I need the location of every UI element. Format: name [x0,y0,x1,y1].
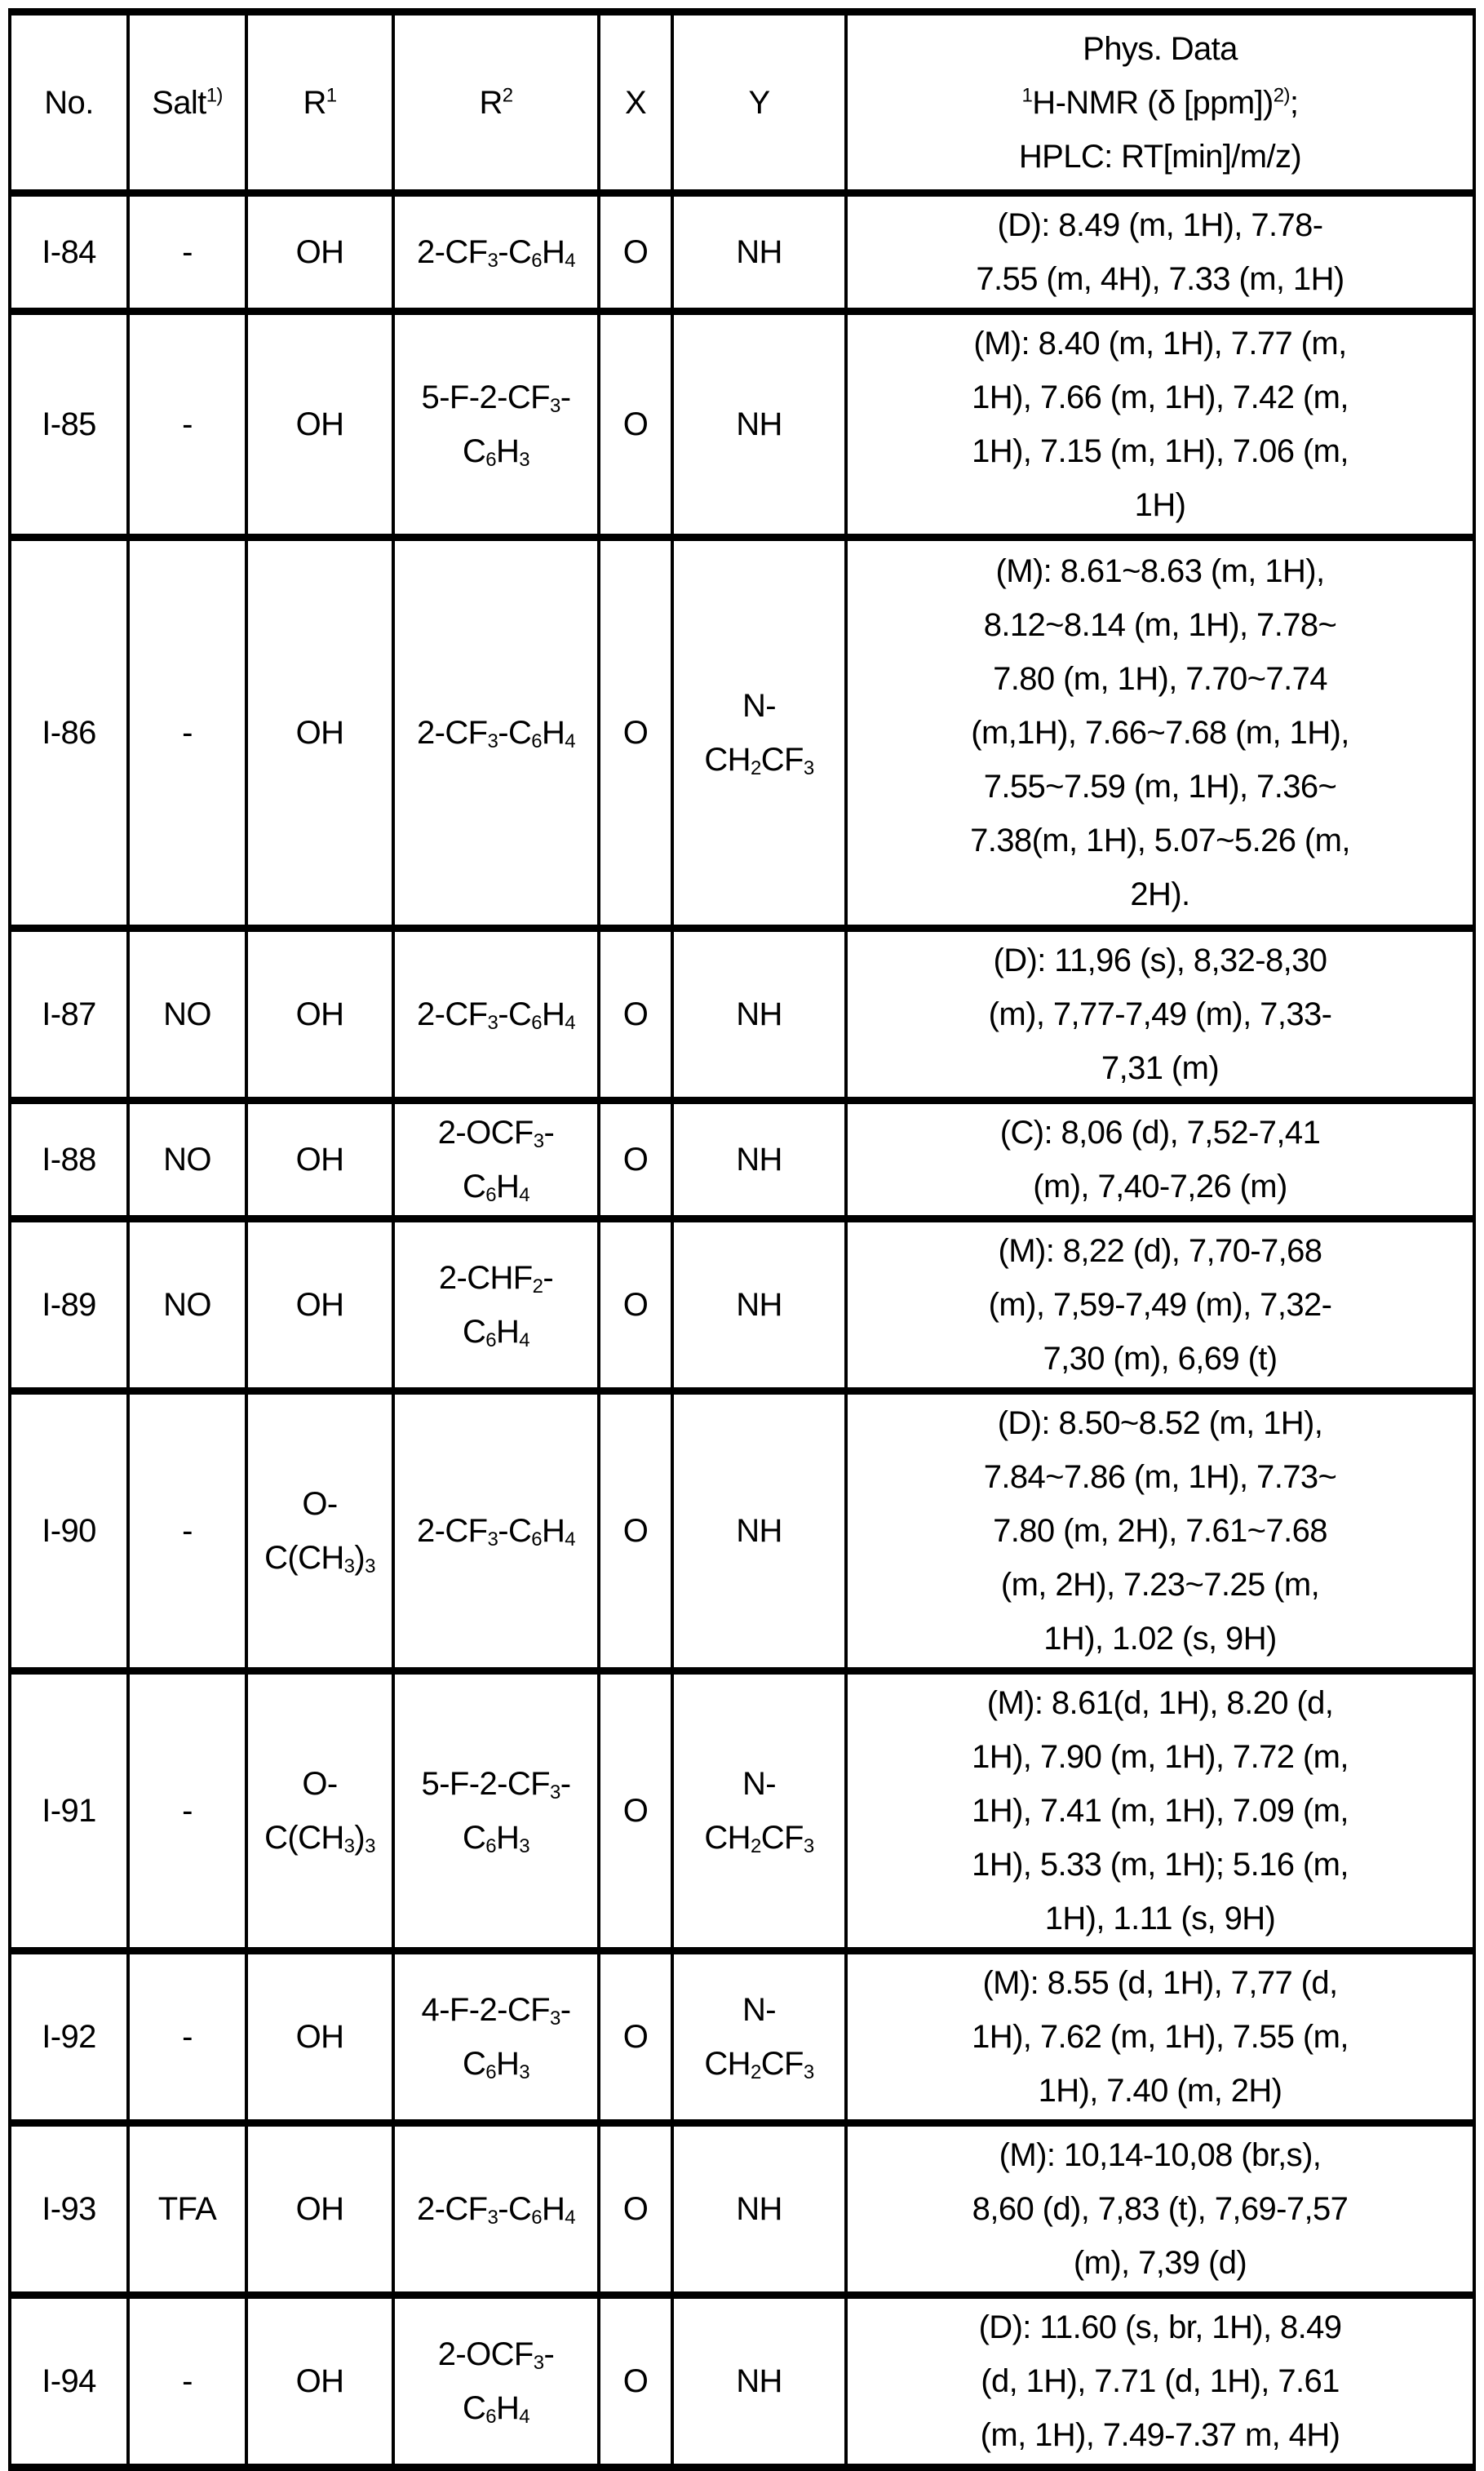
table-row [10,1671,1474,1951]
cell-y: N- $CH_2CF_3$ [672,1671,846,1951]
cell-r1: OH [246,929,393,1101]
cell-r2: $2-CF_3-C_6H_4$ [393,2123,599,2296]
column-header-phys-data: Phys. Data $^1$H-NMR (δ [ppm])$^{2)}$; HPLC: RT[min]/m/z) [846,12,1474,193]
cell-no: I-84 [10,193,128,312]
cell-x: O [599,1671,672,1951]
cell-y: NH [672,1219,846,1391]
cell-r1: O- $C(CH_3)_3$ [246,1391,393,1671]
cell-phys-data: (C): 8,06 (d), 7,52-7,41 (m), 7,40-7,26 (m) [846,1101,1474,1219]
cell-no: I-93 [10,2123,128,2296]
cell-y: N- $CH_2CF_3$ [672,1951,846,2123]
cell-x: O [599,193,672,312]
cell-no: I-88 [10,1101,128,1219]
table-row [10,1951,1474,2123]
table-row [10,929,1474,1101]
cell-salt: - [128,2296,246,2468]
cell-y: NH [672,1101,846,1219]
cell-r2: $2-CHF_2-$ $C_6H_4$ [393,1219,599,1391]
cell-no: I-87 [10,929,128,1101]
cell-r1: OH [246,538,393,929]
cell-x: O [599,2123,672,2296]
cell-x: O [599,538,672,929]
table-row [10,193,1474,312]
cell-r1: OH [246,193,393,312]
cell-r1: OH [246,312,393,538]
table-row [10,2296,1474,2468]
cell-y: NH [672,2123,846,2296]
cell-salt: NO [128,1219,246,1391]
table-row [10,1219,1474,1391]
cell-no: I-92 [10,1951,128,2123]
cell-r2: $2-CF_3-C_6H_4$ [393,538,599,929]
cell-salt: - [128,1951,246,2123]
column-header-salt: Salt$^{1)}$ [128,12,246,193]
cell-x: O [599,1391,672,1671]
cell-x: O [599,1101,672,1219]
cell-salt: NO [128,1101,246,1219]
cell-phys-data: (M): 8.61(d, 1H), 8.20 (d, 1H), 7.90 (m, 1H), 7.72 (m, 1H), 7.41 (m, 1H), 7.09 (m, 1H), 5.33 (m, 1H); 5.16 (m, 1H), 1.11 (s, 9H) [846,1671,1474,1951]
cell-phys-data: (M): 8.40 (m, 1H), 7.77 (m, 1H), 7.66 (m, 1H), 7.42 (m, 1H), 7.15 (m, 1H), 7.06 (m, 1H) [846,312,1474,538]
cell-y: NH [672,1391,846,1671]
cell-y: NH [672,2296,846,2468]
table-row [10,1101,1474,1219]
cell-salt: - [128,193,246,312]
cell-phys-data: (D): 11.60 (s, br, 1H), 8.49 (d, 1H), 7.71 (d, 1H), 7.61 (m, 1H), 7.49-7.37 m, 4H) [846,2296,1474,2468]
cell-r2: $2-CF_3-C_6H_4$ [393,1391,599,1671]
cell-phys-data: (M): 8.61~8.63 (m, 1H), 8.12~8.14 (m, 1H), 7.78~ 7.80 (m, 1H), 7.70~7.74 (m,1H), 7.66~7.68 (m, 1H), 7.55~7.59 (m, 1H), 7.36~ 7.38(m, 1H), 5.07~5.26 (m, 2H). [846,538,1474,929]
cell-r2: $2-OCF_3-$ $C_6H_4$ [393,2296,599,2468]
cell-salt: - [128,1391,246,1671]
cell-x: O [599,929,672,1101]
cell-no: I-86 [10,538,128,929]
column-header-x: X [599,12,672,193]
cell-phys-data: (D): 11,96 (s), 8,32-8,30 (m), 7,77-7,49 (m), 7,33- 7,31 (m) [846,929,1474,1101]
cell-x: O [599,1951,672,2123]
column-header-y: Y [672,12,846,193]
cell-r1: OH [246,1101,393,1219]
cell-r2: $2-CF_3-C_6H_4$ [393,929,599,1101]
cell-salt: - [128,538,246,929]
cell-r1: OH [246,2296,393,2468]
cell-no: I-91 [10,1671,128,1951]
cell-r2: $5-F-2-CF_3-$ $C_6H_3$ [393,312,599,538]
cell-r2: $4-F-2-CF_3-$ $C_6H_3$ [393,1951,599,2123]
cell-no: I-94 [10,2296,128,2468]
compound-data-table [8,8,1476,2471]
column-header-r1: $R^1$ [246,12,393,193]
cell-phys-data: (D): 8.49 (m, 1H), 7.78- 7.55 (m, 4H), 7.33 (m, 1H) [846,193,1474,312]
column-header-no: No. [10,12,128,193]
cell-phys-data: (M): 10,14-10,08 (br,s), 8,60 (d), 7,83 (t), 7,69-7,57 (m), 7,39 (d) [846,2123,1474,2296]
cell-no: I-89 [10,1219,128,1391]
cell-x: O [599,2296,672,2468]
table-row [10,1391,1474,1671]
cell-r1: O- $C(CH_3)_3$ [246,1671,393,1951]
cell-r1: OH [246,2123,393,2296]
cell-no: I-85 [10,312,128,538]
cell-no: I-90 [10,1391,128,1671]
header-row [10,12,1474,193]
cell-r1: OH [246,1219,393,1391]
cell-y: NH [672,929,846,1101]
table-row [10,312,1474,538]
cell-r2: $2-CF_3-C_6H_4$ [393,193,599,312]
table-row [10,538,1474,929]
cell-phys-data: (D): 8.50~8.52 (m, 1H), 7.84~7.86 (m, 1H), 7.73~ 7.80 (m, 2H), 7.61~7.68 (m, 2H), 7.23~7.25 (m, 1H), 1.02 (s, 9H) [846,1391,1474,1671]
cell-x: O [599,1219,672,1391]
cell-r2: $5-F-2-CF_3-$ $C_6H_3$ [393,1671,599,1951]
cell-salt: TFA [128,2123,246,2296]
cell-r2: $2-OCF_3-$ $C_6H_4$ [393,1101,599,1219]
table-row [10,2123,1474,2296]
cell-x: O [599,312,672,538]
cell-phys-data: (M): 8,22 (d), 7,70-7,68 (m), 7,59-7,49 (m), 7,32- 7,30 (m), 6,69 (t) [846,1219,1474,1391]
cell-salt: - [128,1671,246,1951]
cell-y: NH [672,193,846,312]
cell-y: N- $CH_2CF_3$ [672,538,846,929]
cell-salt: NO [128,929,246,1101]
cell-salt: - [128,312,246,538]
column-header-r2: $R^2$ [393,12,599,193]
cell-r1: OH [246,1951,393,2123]
cell-phys-data: (M): 8.55 (d, 1H), 7,77 (d, 1H), 7.62 (m, 1H), 7.55 (m, 1H), 7.40 (m, 2H) [846,1951,1474,2123]
cell-y: NH [672,312,846,538]
